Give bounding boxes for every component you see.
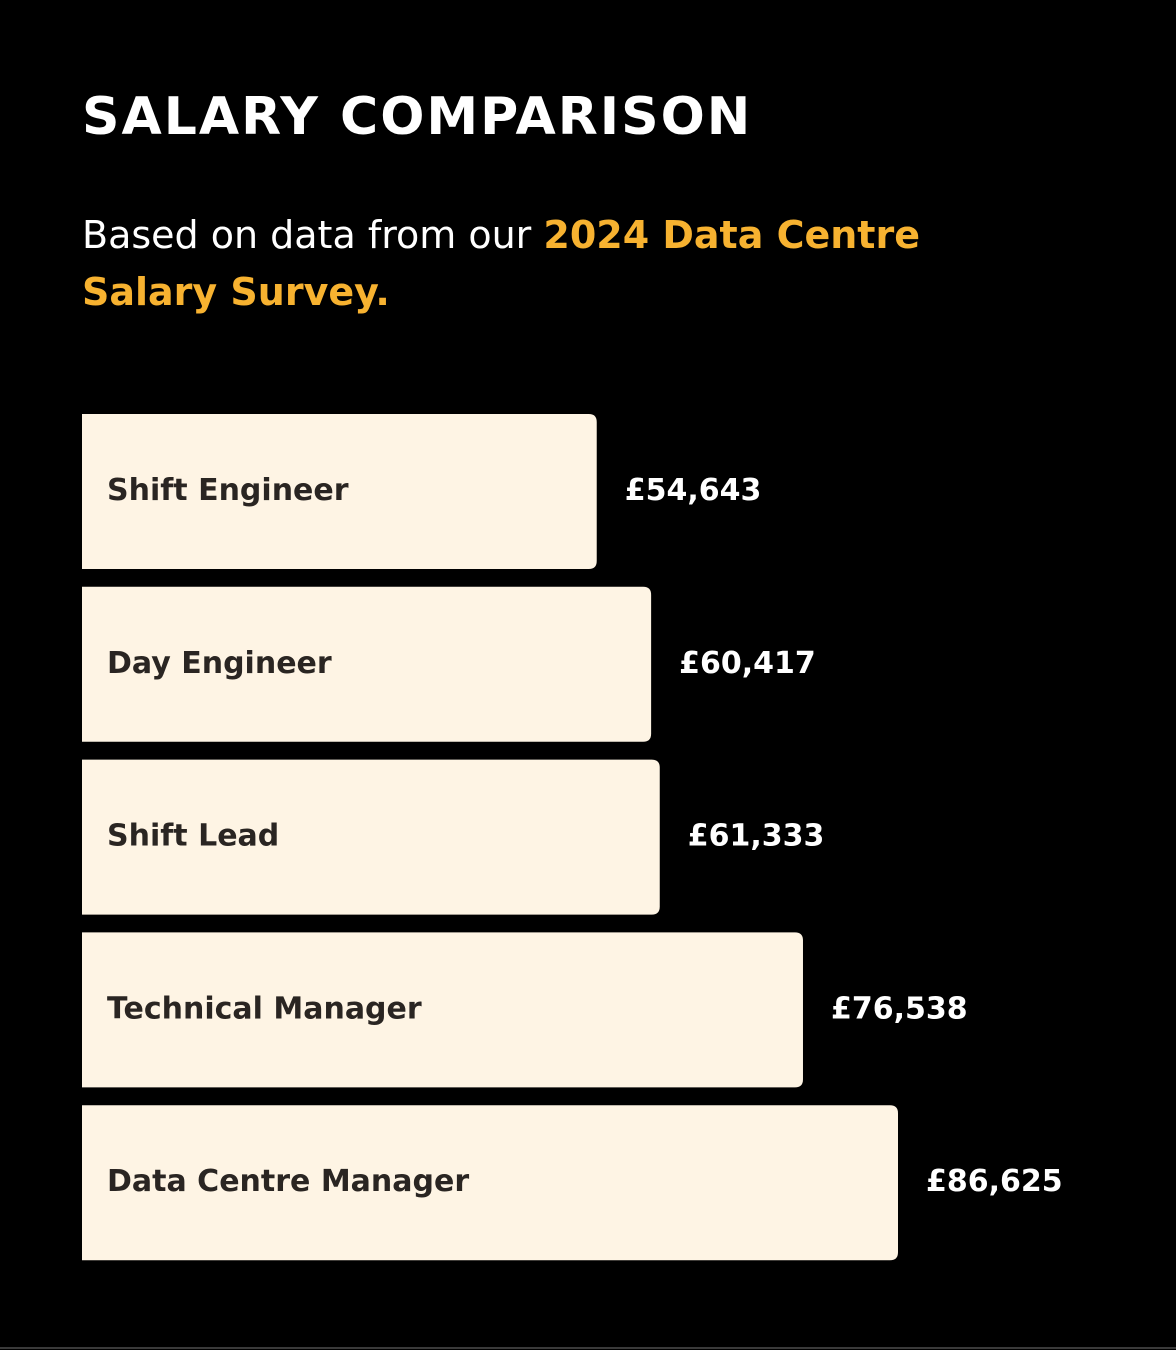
bar-value-label: £86,625 (926, 1164, 1063, 1200)
bar-category-label: Technical Manager (107, 991, 422, 1027)
bar-value-label: £61,333 (687, 818, 825, 854)
bar-value-label: £54,643 (624, 473, 762, 508)
bottom-divider (0, 1347, 1176, 1349)
chart-title: SALARY COMPARISON (82, 87, 753, 147)
subtitle-text: Based on data from our (82, 213, 544, 257)
bar-value-label: £60,417 (679, 645, 816, 681)
bar-category-label: Shift Lead (107, 818, 280, 854)
bar-category-label: Day Engineer (107, 645, 332, 681)
bar-category-label: Shift Engineer (107, 473, 349, 508)
bar-value-label: £76,538 (830, 991, 968, 1027)
subtitle-highlight: 2024 Data Centre Salary Survey. (82, 213, 920, 314)
bar-category-label: Data Centre Manager (107, 1164, 470, 1200)
